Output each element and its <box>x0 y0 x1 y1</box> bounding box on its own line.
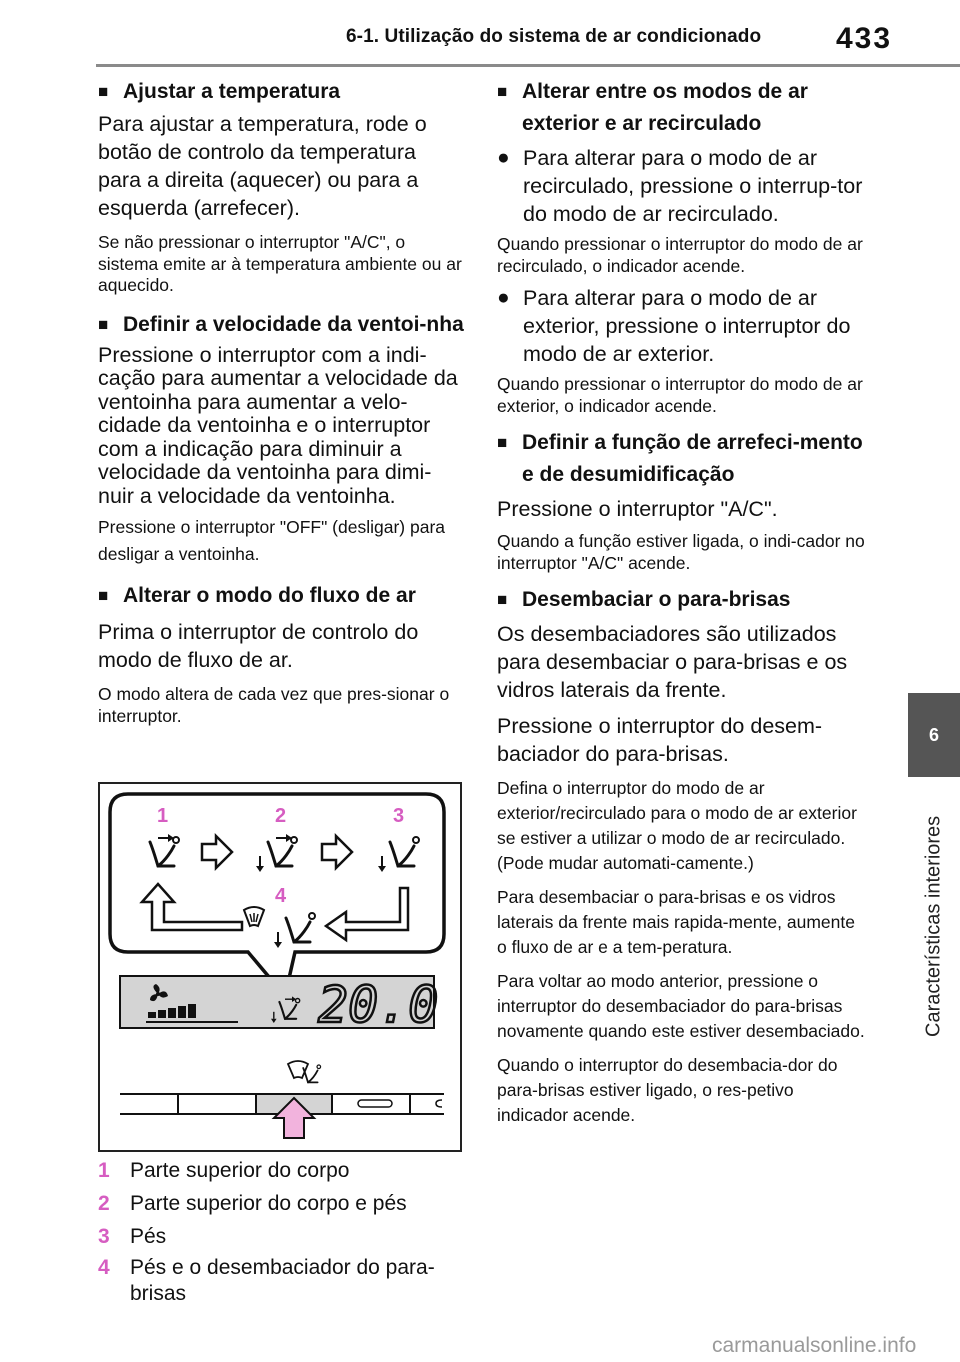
note-text: Se não pressionar o interruptor "A/C", o sistema emite ar à temperatura ambiente ou ar aquecido. <box>98 232 462 295</box>
mode-upper-body-icon <box>150 834 179 866</box>
next-arrow-icon <box>202 836 232 868</box>
callout-number-3: 3 <box>393 805 405 827</box>
return-arrow-icon <box>142 884 242 930</box>
recirculation-switch-indicator <box>358 1100 392 1107</box>
note-text: Para voltar ao modo anterior, pressione o interruptor do desembaciador do para-brisas novamente quando este estiver desembaciado. <box>497 971 865 1041</box>
right-column <box>497 76 867 1128</box>
section-heading: ■ Definir a velocidade da ventoi-nha <box>98 312 464 336</box>
section-heading: ■ Alterar o modo do fluxo de ar <box>98 584 416 607</box>
airflow-mode-figure <box>98 782 462 1152</box>
defrost-switch-icon <box>288 1061 321 1082</box>
note-text: Quando a função estiver ligada, o indi-cador no interruptor "A/C" acende. <box>497 531 865 573</box>
legend-item: 1 Parte superior do corpo <box>98 1159 350 1182</box>
legend-item: 4 Pés e o desembaciador do para-brisas <box>98 1256 435 1305</box>
body-text: Prima o interruptor de controlo do modo de fluxo de ar. <box>98 620 419 672</box>
return-arrow-icon <box>326 888 408 940</box>
callout-number-1: 1 <box>157 805 169 827</box>
watermark: carmanualsonline.info <box>712 1334 917 1357</box>
note-text: Pressione o interruptor "OFF" (desligar) para desligar a ventoinha. <box>98 517 446 564</box>
mode-feet-defrost-icon <box>274 913 315 948</box>
section-heading: ■ Alterar entre os modos de ar exterior e ar recirculado <box>497 80 808 135</box>
body-text: Para ajustar a temperatura, rode o botão de controlo da temperatura para a direita (aquecer) ou para a esquerda (arrefecer). <box>98 112 427 220</box>
mode-feet-icon <box>378 837 419 872</box>
body-text: Pressione o interruptor do desem-baciador do para-brisas. <box>497 714 823 766</box>
chapter-tab[interactable]: 6 <box>908 693 960 777</box>
section-heading: ■ Ajustar a temperatura <box>98 80 341 103</box>
figure-legend <box>98 1158 464 1307</box>
note-text: Quando o interruptor do desembacia-dor do para-brisas estiver ligado, o res-petivo indicador acende. <box>497 1055 838 1125</box>
note-text: Para desembaciar o para-brisas e os vidros laterais da frente mais rapida-mente, aumente o fluxo de ar e a tem-peratura. <box>497 887 855 957</box>
page-number: 433 <box>836 22 893 55</box>
note-text: Quando pressionar o interruptor do modo de ar recirculado, o indicador acende. <box>497 234 863 276</box>
legend-item: 2 Parte superior do corpo e pés <box>98 1192 407 1215</box>
section-heading: ■ Definir a função de arrefeci-mento e de desumidificação <box>497 431 863 486</box>
next-arrow-icon <box>322 836 352 868</box>
chapter-label: Características interiores <box>922 815 945 1037</box>
temperature-readout: 20.0 <box>318 976 439 1034</box>
note-text: Quando pressionar o interruptor do modo de ar exterior, o indicador acende. <box>497 374 863 416</box>
note-text: Defina o interruptor do modo de ar exterior/recirculado para o modo de ar exterior se estiver a utilizar o modo de ar recirculado. (Pode mudar automati-camente.) <box>497 778 857 873</box>
body-text: Pressione o interruptor "A/C". <box>497 497 778 521</box>
callout-number-2: 2 <box>275 805 287 827</box>
body-text: Os desembaciadores são utilizados para desembaciar o para-brisas e os vidros laterais da frente. <box>497 622 848 702</box>
body-text: Pressione o interruptor com a indi-cação para aumentar a velocidade da ventoinha para aumentar a velo-cidade da ventoinha e o interruptor com a indicação para diminuir a velocidade da ventoinha para dimi-nuir a velocidade da ventoinha. <box>98 342 458 508</box>
left-column <box>98 76 464 727</box>
callout-number-4: 4 <box>275 885 287 907</box>
bullet-item: ● Para alterar para o modo de ar recirculado, pressione o interrup-tor do modo de ar recirculado. <box>497 146 863 226</box>
mode-bilevel-icon <box>256 834 297 872</box>
header-title: 6-1. Utilização do sistema de ar condicionado <box>346 26 762 47</box>
legend-item: 3 Pés <box>98 1225 167 1248</box>
airflow-diagram <box>100 784 460 1150</box>
note-text: O modo altera de cada vez que pres-sionar o interruptor. <box>98 684 450 726</box>
header-rule <box>96 64 960 67</box>
bullet-item: ● Para alterar para o modo de ar exterior, pressione o interruptor do modo de ar exterior. <box>497 286 851 366</box>
defrost-icon <box>244 907 264 926</box>
section-heading: ■ Desembaciar o para-brisas <box>497 588 791 611</box>
